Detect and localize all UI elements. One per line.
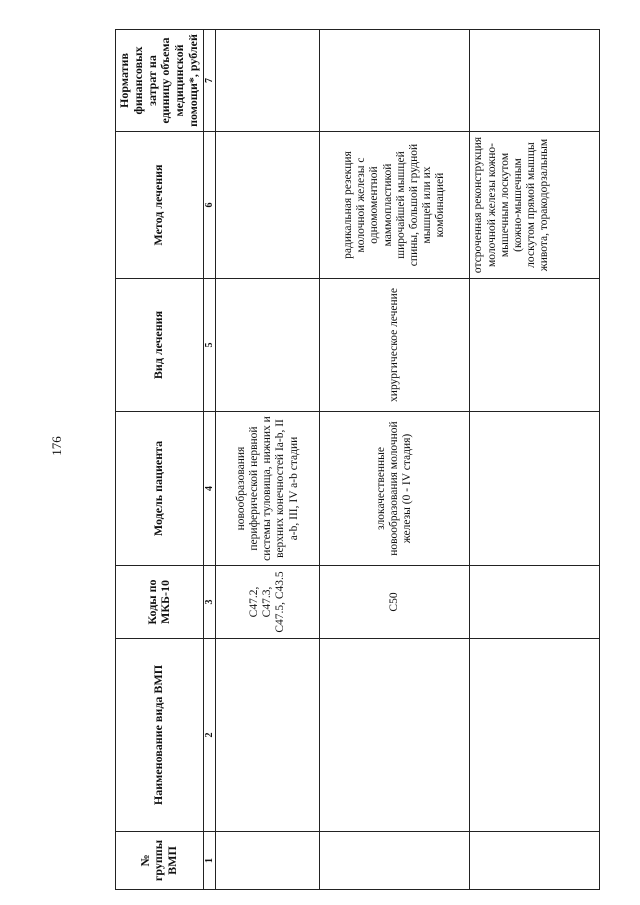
cell-patient-model: злокачественные новообразования молочной железы (0 - IV стадия) (320, 412, 470, 566)
column-number: 4 (203, 412, 216, 566)
cell-icd-codes (470, 566, 600, 639)
header-patient-model: Модель пациента (116, 412, 204, 566)
cell-treatment-method: отсроченная реконструкция молочной железы кожно-мышечным лоскутом (кожно-мышечным лоскутом прямой мышцы живота, торакодорзальным (470, 132, 600, 279)
table-header-row (116, 30, 204, 890)
cell-vmp-name (470, 639, 600, 832)
cell-treatment-type (216, 279, 320, 412)
cell-vmp-name (320, 639, 470, 832)
cell-cost (320, 30, 470, 132)
cell-treatment-type: хирургическое лечение (320, 279, 470, 412)
cell-patient-model (470, 412, 600, 566)
column-number: 2 (203, 639, 216, 832)
table-row (216, 30, 320, 890)
cell-patient-model: новообразования периферической нервной системы туловища, нижних и верхних конечностей Ia-b, II a-b, III, IV a-b стадии (216, 412, 320, 566)
cell-treatment-method: радикальная резекция молочной железы с одномоментной маммопластикой широчайшей мышцей спины, большой грудной мышцей или их комбинацией (320, 132, 470, 279)
table-row (320, 30, 470, 890)
header-treatment-method: Метод лечения (116, 132, 204, 279)
column-number: 1 (203, 832, 216, 890)
header-treatment-type: Вид лечения (116, 279, 204, 412)
cell-vmp-name (216, 639, 320, 832)
cell-group (470, 832, 600, 890)
column-number: 3 (203, 566, 216, 639)
header-icd-codes: Коды по МКБ-10 (116, 566, 204, 639)
cell-group (216, 832, 320, 890)
rotated-table-container (115, 30, 585, 890)
cell-treatment-method (216, 132, 320, 279)
cell-cost (470, 30, 600, 132)
column-number-row (203, 30, 216, 890)
cell-icd-codes: C50 (320, 566, 470, 639)
table-row (470, 30, 600, 890)
vmp-table (115, 29, 600, 890)
column-number: 5 (203, 279, 216, 412)
cell-treatment-type (470, 279, 600, 412)
column-number: 6 (203, 132, 216, 279)
page-number: 176 (49, 436, 64, 456)
cell-group (320, 832, 470, 890)
header-group-number: № группы ВМП (116, 832, 204, 890)
column-number: 7 (203, 30, 216, 132)
header-cost-norm: Норматив финансовых затрат на единицу объема медицинской помощи*, рублей (116, 30, 204, 132)
cell-icd-codes: C47.2, C47.3, C47.5, C43.5 (216, 566, 320, 639)
cell-cost (216, 30, 320, 132)
header-vmp-name: Наименование вида ВМП (116, 639, 204, 832)
